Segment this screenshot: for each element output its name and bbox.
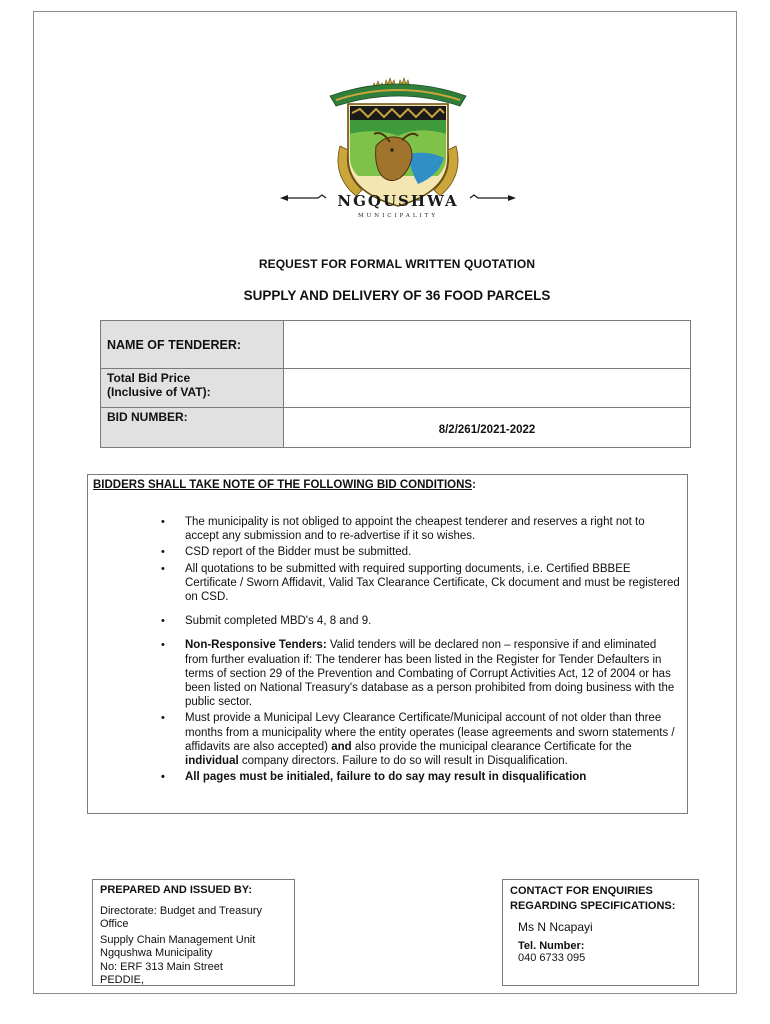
table-row xyxy=(101,321,691,369)
prepared-line: Office xyxy=(100,918,129,931)
bid-price-field[interactable] xyxy=(284,369,691,408)
contact-title-line1: CONTACT FOR ENQUIRIES xyxy=(510,885,653,897)
prepared-line: Directorate: Budget and Treasury xyxy=(100,905,263,917)
bid-price-label-line2: (Inclusive of VAT): xyxy=(107,385,211,399)
list-item: • All quotations to be submitted with required supporting documents, i.e. Certified BBBEE Certificate / Sworn Affidavit, Valid Tax Clearance Certificate, Ck document and must be registered on CSD. xyxy=(88,562,686,605)
contact-enquiries-box xyxy=(502,879,699,986)
table-row xyxy=(101,408,691,448)
tenderer-name-field[interactable] xyxy=(284,321,691,369)
bid-conditions-list xyxy=(88,515,686,786)
logo-subtitle: MUNICIPALITY xyxy=(358,213,438,219)
tenderer-name-label: NAME OF TENDERER: xyxy=(101,321,284,369)
tel-number-label: Tel. Number: xyxy=(518,940,585,952)
bid-conditions-box xyxy=(87,474,688,814)
prepared-line: Supply Chain Management Unit xyxy=(100,933,256,946)
list-item: • CSD report of the Bidder must be submitted. xyxy=(88,545,686,559)
list-item: • All pages must be initialed, failure to do say may result in disqualification xyxy=(88,770,686,784)
prepared-line: No: ERF 313 Main Street xyxy=(100,960,223,973)
bid-number-value: 8/2/261/2021-2022 xyxy=(284,408,691,448)
logo-name: NGQUSHWA xyxy=(337,192,459,210)
list-item: • Non-Responsive Tenders: Valid tenders will be declared non – responsive if and eliminated from further evaluation if: The tenderer has been listed in the Register for Tender Defaulters in terms of section 29 of the Prevention and Combating of Corrupt Activities Act, 12 of 2004 or has been listed on National Treasury's database as a person prohibited from doing business with the public sector. xyxy=(88,638,686,709)
page-title: REQUEST FOR FORMAL WRITTEN QUOTATION xyxy=(258,257,536,271)
bid-number-label: BID NUMBER: xyxy=(101,408,284,448)
prepared-line: Ngqushwa Municipality xyxy=(100,947,213,960)
bid-price-label xyxy=(101,369,284,408)
contact-name: Ms N Ncapayi xyxy=(518,920,593,934)
prepared-line: PEDDIE, xyxy=(100,974,145,987)
table-row xyxy=(101,369,691,408)
prepared-by-title: PREPARED AND ISSUED BY: xyxy=(100,884,252,896)
contact-title-line2: REGARDING SPECIFICATIONS: xyxy=(510,899,676,912)
tel-number-value: 040 6733 095 xyxy=(518,952,586,964)
list-item: • Submit completed MBD's 4, 8 and 9. xyxy=(88,614,686,628)
list-item: • Must provide a Municipal Levy Clearance Certificate/Municipal account of not older than three months from a municipality where the entity operates (lease agreements and sworn statements / affidavits are also accepted) and also provide the municipal clearance Certificate for the individual company directors. Failure to do so will result in Disqualification. xyxy=(88,711,686,768)
prepared-by-box xyxy=(92,879,295,986)
list-item: • The municipality is not obliged to appoint the cheapest tenderer and reserves a right not to accept any submission and to re-advertise if it so wishes. xyxy=(88,515,686,543)
bid-conditions-title: BIDDERS SHALL TAKE NOTE OF THE FOLLOWING BID CONDITIONS: xyxy=(93,479,476,491)
tender-details-table xyxy=(100,320,691,448)
page-subtitle: SUPPLY AND DELIVERY OF 36 FOOD PARCELS xyxy=(243,288,551,303)
bid-price-label-line1: Total Bid Price xyxy=(107,371,191,385)
ngqushwa-municipality-crest-icon xyxy=(278,72,518,220)
